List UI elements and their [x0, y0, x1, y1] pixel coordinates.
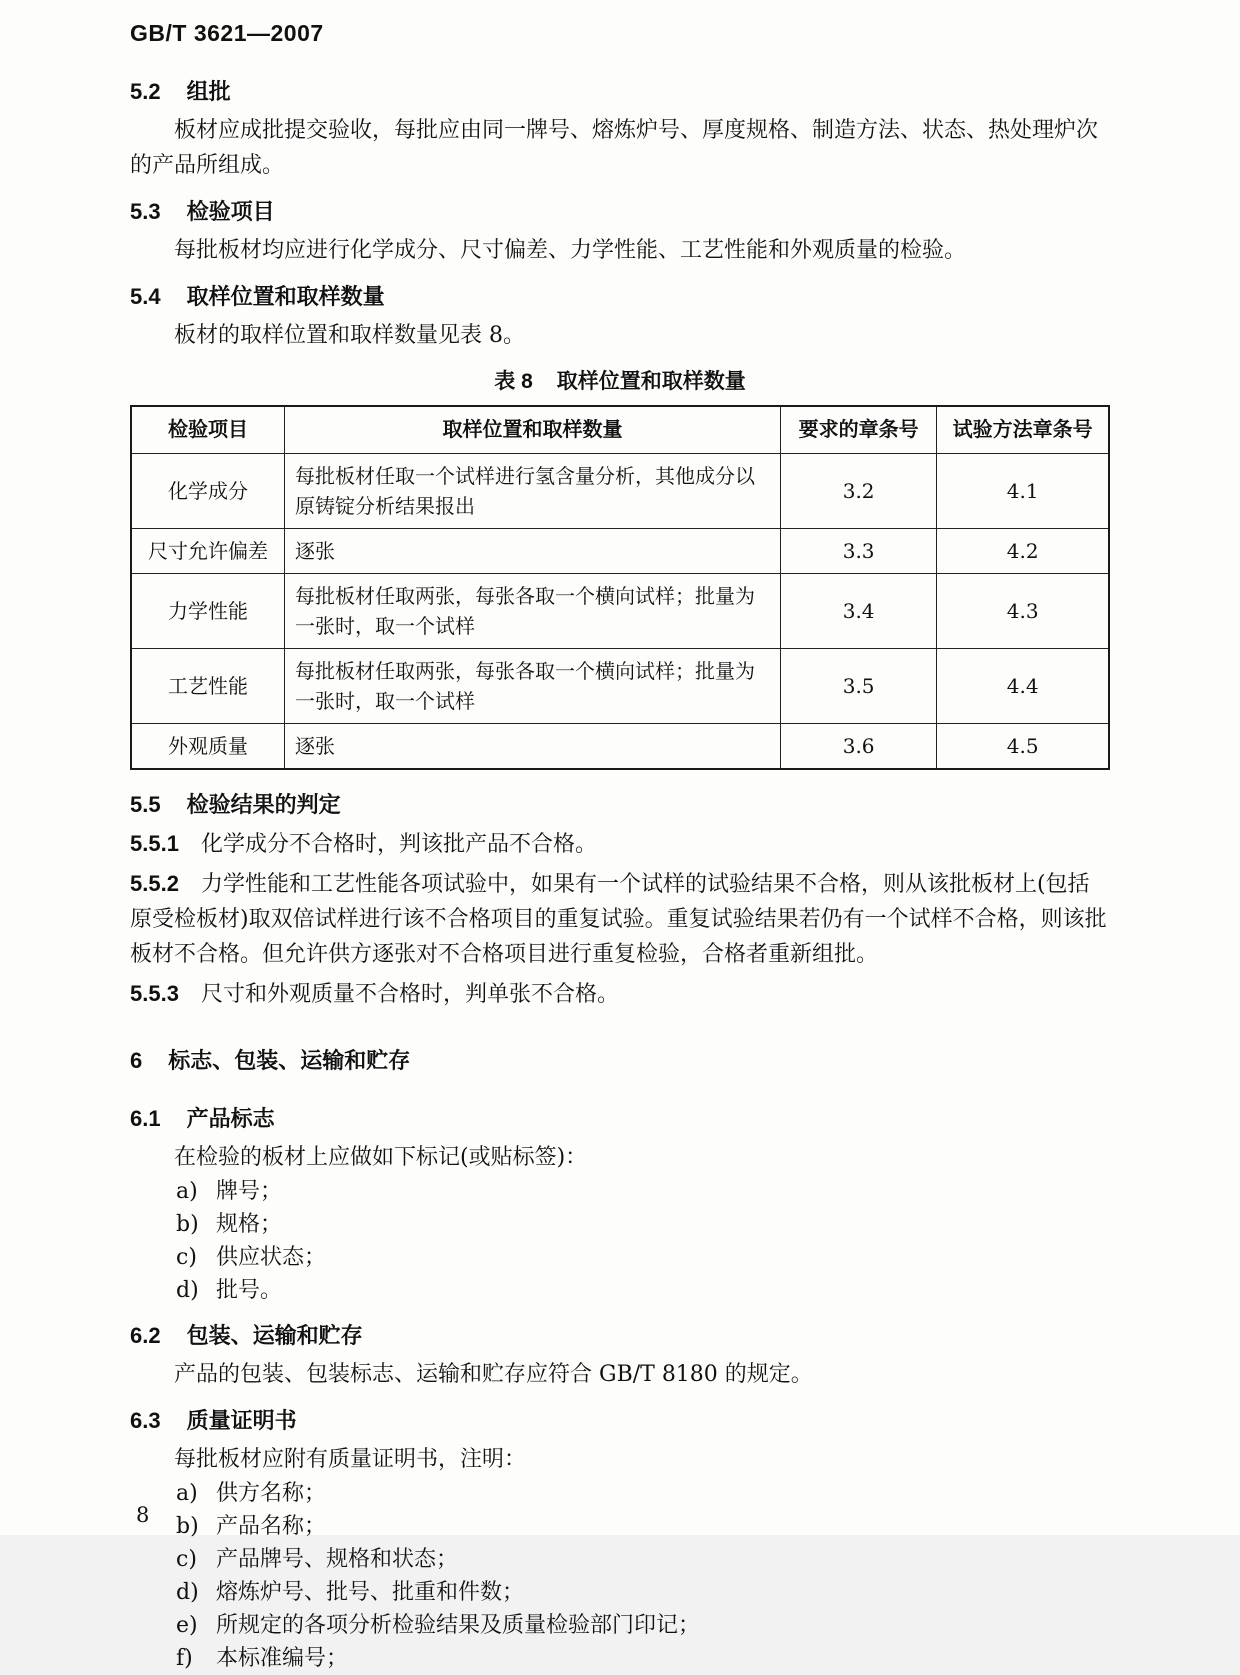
section-number: 6.1: [130, 1106, 161, 1131]
cell-position: 逐张: [285, 724, 781, 770]
cell-requirement: 3.4: [780, 574, 936, 649]
section-heading-6-1: [130, 1104, 1110, 1134]
section-heading-5-5: [130, 790, 1110, 820]
cell-requirement: 3.6: [780, 724, 936, 770]
section-5-2-body: 板材应成批提交验收，每批应由同一牌号、熔炼炉号、厚度规格、制造方法、状态、热处理炉次的产品所组成。: [130, 118, 1099, 178]
cell-item: 外观质量: [131, 724, 285, 770]
doc-number-header: GB/T 3621—2007: [130, 20, 324, 46]
list-item: [176, 1175, 1110, 1208]
section-6-2-body: 产品的包装、包装标志、运输和贮存应符合 GB/T 8180 的规定。: [174, 1362, 813, 1387]
table-row: [131, 724, 1109, 770]
list-item-label: e): [176, 1613, 198, 1638]
cell-position: 每批板材任取一个试样进行氢含量分析，其他成分以原铸锭分析结果报出: [285, 454, 781, 529]
col-header-requirement: 要求的章条号: [780, 406, 936, 454]
section-title: 取样位置和取样数量: [186, 284, 385, 309]
list-item: [176, 1477, 1110, 1510]
section-heading-6-2: [130, 1321, 1110, 1351]
section-5-3-body: 每批板材均应进行化学成分、尺寸偏差、力学性能、工艺性能和外观质量的检验。: [174, 238, 967, 263]
list-item-text: 供方名称；: [216, 1481, 327, 1506]
section-heading-5-3: [130, 197, 1110, 227]
cell-method: 4.4: [937, 649, 1109, 724]
list-item: [176, 1642, 1110, 1675]
cell-position: 每批板材任取两张，每张各取一个横向试样；批量为一张时，取一个试样: [285, 649, 781, 724]
list-item: [176, 1241, 1110, 1274]
clause-number: 5.5.3: [130, 981, 179, 1006]
list-item: [176, 1208, 1110, 1241]
section-number: 6.2: [130, 1323, 161, 1348]
list-item-text: 批号。: [216, 1278, 283, 1303]
list-item: [176, 1543, 1110, 1576]
list-item-label: a): [176, 1481, 198, 1506]
section-title: 组批: [186, 79, 231, 104]
section-title: 包装、运输和贮存: [186, 1323, 363, 1348]
table-8: [130, 405, 1110, 770]
table-row: [131, 649, 1109, 724]
section-heading-5-4: [130, 282, 1110, 312]
section-title: 检验结果的判定: [186, 792, 341, 817]
list-item-text: 熔炼炉号、批号、批重和件数；: [216, 1580, 525, 1605]
section-6-1-intro: 在检验的板材上应做如下标记(或贴标签)：: [174, 1145, 588, 1170]
cell-requirement: 3.2: [780, 454, 936, 529]
table-row: [131, 529, 1109, 574]
list-item: [176, 1609, 1110, 1642]
col-header-method: 试验方法章条号: [937, 406, 1109, 454]
table-row: [131, 574, 1109, 649]
list-item-label: d): [176, 1580, 199, 1605]
cell-method: 4.2: [937, 529, 1109, 574]
section-6-3-intro: 每批板材应附有质量证明书，注明：: [174, 1447, 527, 1472]
section-title: 产品标志: [186, 1106, 275, 1131]
section-5-4-body: 板材的取样位置和取样数量见表 8。: [174, 323, 525, 348]
list-item-text: 产品名称；: [216, 1514, 327, 1539]
clause-5-5-2: [130, 866, 1110, 972]
col-header-item: 检验项目: [131, 406, 285, 454]
list-item: [176, 1510, 1110, 1543]
list-item-text: 牌号；: [216, 1179, 283, 1204]
list-item-label: d): [176, 1278, 199, 1303]
list-item-label: a): [176, 1179, 198, 1204]
table-8-caption: [130, 365, 1110, 395]
cell-position: 每批板材任取两张，每张各取一个横向试样；批量为一张时，取一个试样: [285, 574, 781, 649]
list-item: [176, 1274, 1110, 1307]
clause-5-5-3: [130, 976, 1110, 1012]
section-number: 5.5: [130, 792, 161, 817]
clause-number: 5.5.1: [130, 831, 179, 856]
cell-item: 力学性能: [131, 574, 285, 649]
list-item-label: b): [176, 1514, 199, 1539]
col-header-position: 取样位置和取样数量: [285, 406, 781, 454]
clause-5-5-1: [130, 826, 1110, 862]
table-caption-title: 取样位置和取样数量: [556, 370, 746, 393]
clause-text: 尺寸和外观质量不合格时，判单张不合格。: [200, 982, 619, 1007]
cell-method: 4.5: [937, 724, 1109, 770]
list-item: [176, 1576, 1110, 1609]
table-caption-label: 表 8: [494, 370, 533, 393]
cell-requirement: 3.3: [780, 529, 936, 574]
cell-method: 4.3: [937, 574, 1109, 649]
chapter-heading-6: [130, 1046, 1110, 1076]
section-number: 5.2: [130, 79, 161, 104]
clause-number: 5.5.2: [130, 871, 179, 896]
page-number: 8: [136, 1503, 150, 1527]
cell-item: 工艺性能: [131, 649, 285, 724]
section-heading-5-2: [130, 77, 1110, 107]
cell-requirement: 3.5: [780, 649, 936, 724]
chapter-title: 标志、包装、运输和贮存: [168, 1048, 411, 1073]
list-item-text: 产品牌号、规格和状态；: [216, 1547, 459, 1572]
cell-method: 4.1: [937, 454, 1109, 529]
cell-position: 逐张: [285, 529, 781, 574]
list-item-text: 本标准编号；: [216, 1646, 349, 1671]
list-item-text: 供应状态；: [216, 1245, 327, 1270]
table-header-row: [131, 406, 1109, 454]
list-item-label: c): [176, 1547, 197, 1572]
list-item-text: 规格；: [216, 1212, 283, 1237]
chapter-number: 6: [130, 1048, 143, 1073]
list-item-label: c): [176, 1245, 197, 1270]
clause-text: 力学性能和工艺性能各项试验中，如果有一个试样的试验结果不合格，则从该批板材上(包括原受检板材)取双倍试样进行该不合格项目的重复试验。重复试验结果若仍有一个试样不合格，则该批板材不合格。但允许供方逐张对不合格项目进行重复检验，合格者重新组批。: [130, 872, 1107, 967]
clause-text: 化学成分不合格时，判该批产品不合格。: [200, 832, 597, 857]
section-number: 5.3: [130, 199, 161, 224]
section-title: 检验项目: [186, 199, 275, 224]
section-number: 6.3: [130, 1408, 161, 1433]
section-number: 5.4: [130, 284, 161, 309]
list-item-text: 所规定的各项分析检验结果及质量检验部门印记；: [216, 1613, 701, 1638]
section-title: 质量证明书: [186, 1408, 297, 1433]
section-heading-6-3: [130, 1406, 1110, 1436]
table-row: [131, 454, 1109, 529]
list-item-label: f): [176, 1646, 193, 1671]
cell-item: 化学成分: [131, 454, 285, 529]
list-item-label: b): [176, 1212, 199, 1237]
cell-item: 尺寸允许偏差: [131, 529, 285, 574]
